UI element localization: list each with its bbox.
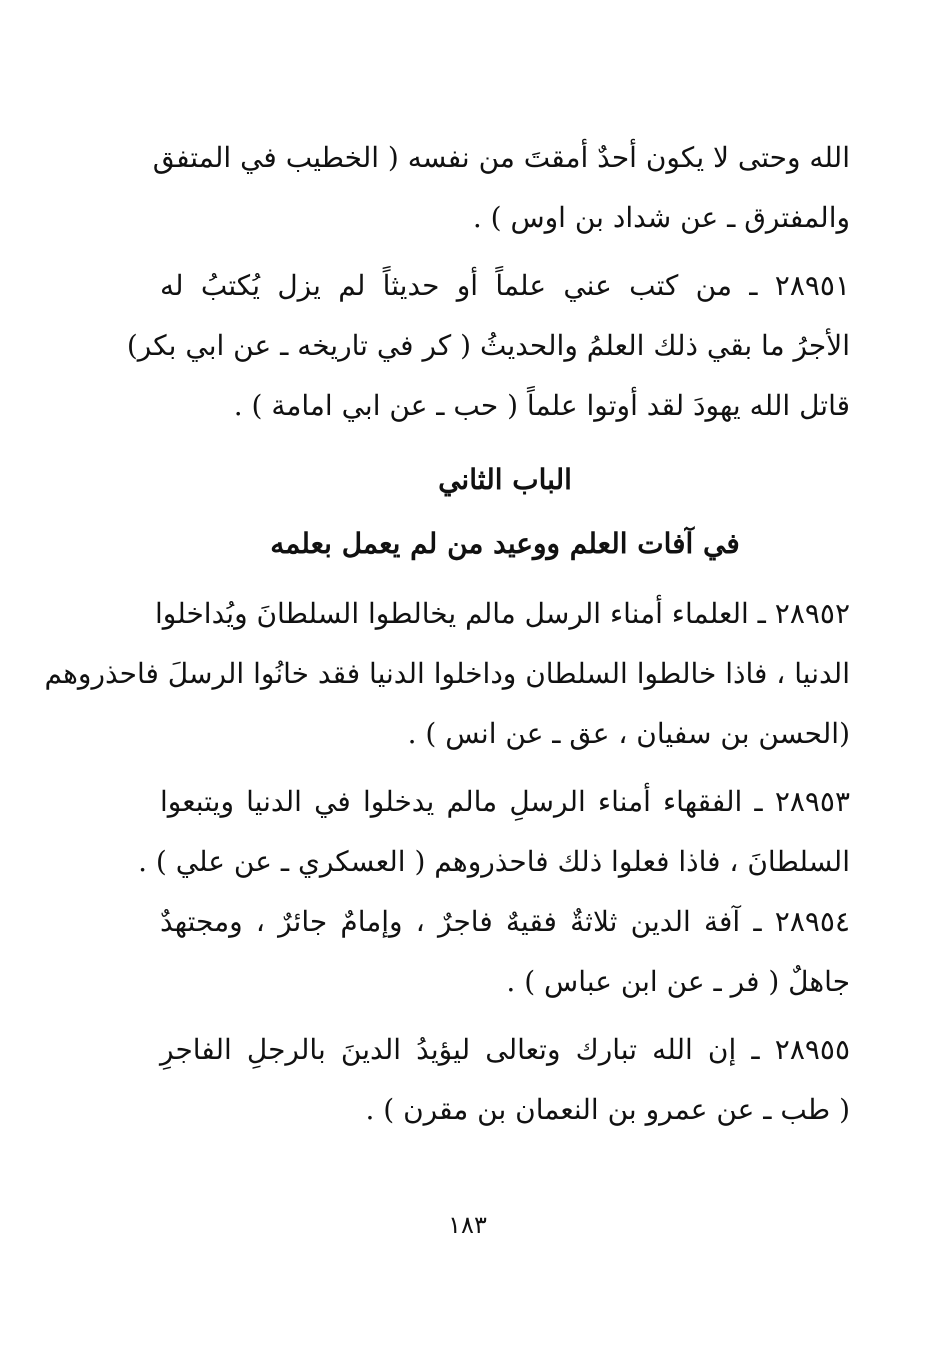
- text-line: الأجرُ ما بقي ذلك العلمُ والحديثُ ( كر في تاريخه ـ عن ابي بكر): [126, 329, 850, 362]
- chapter-subtitle: في آفات العلم ووعيد من لم يعمل بعلمه: [270, 527, 740, 560]
- text-line: ٢٨٩٥٢ ـ العلماء أمناء الرسل مالم يخالطوا السلطانَ ويُداخلوا: [154, 597, 850, 630]
- page-body: [44, 128, 851, 1140]
- text-line: السلطانَ ، فاذا فعلوا ذلك فاحذروهم ( العسكري ـ عن علي ) .: [138, 845, 850, 878]
- text-line: ٢٨٩٥١ ـ من كتب عني علماً أو حديثاً لم يزل يُكتبُ له: [160, 269, 850, 302]
- hadith-28954: [160, 892, 850, 1012]
- text-line: (الحسن بن سفيان ، عق ـ عن انس ) .: [407, 717, 850, 750]
- hadith-28952: [44, 584, 850, 764]
- hadith-28951: [126, 256, 850, 436]
- page-number: ١٨٣: [448, 1211, 487, 1239]
- text-line: ٢٨٩٥٤ ـ آفة الدين ثلاثةٌ فقيهٌ فاجرٌ ، وإمامٌ جائرٌ ، ومجتهدٌ: [160, 905, 850, 938]
- text-line: ٢٨٩٥٥ ـ إن الله تبارك وتعالى ليؤيدُ الدينَ بالرجلِ الفاجرِ: [160, 1033, 850, 1066]
- text-line: والمفترق ـ عن شداد بن اوس ) .: [472, 201, 850, 234]
- text-line: ( طب ـ عن عمرو بن النعمان بن مقرن ) .: [365, 1093, 850, 1126]
- hadith-28953: [138, 772, 851, 892]
- text-line: جاهلٌ ( فر ـ عن ابن عباس ) .: [506, 965, 850, 998]
- text-line: قاتل الله يهودَ لقد أوتوا علماً ( حب ـ عن ابي امامة ) .: [233, 389, 850, 422]
- paragraph-continuation: [152, 128, 850, 248]
- text-line: الله وحتى لا يكون أحدٌ أمقتَ من نفسه ( الخطيب في المتفق: [152, 141, 850, 174]
- text-line: ٢٨٩٥٣ ـ الفقهاء أمناء الرسلِ مالم يدخلوا في الدنيا ويتبعوا: [160, 785, 851, 818]
- hadith-28955: [160, 1020, 850, 1140]
- text-line: الدنيا ، فاذا خالطوا السلطان وداخلوا الدنيا فقد خانُوا الرسلَ فاحذروهم: [44, 657, 850, 690]
- chapter-title: الباب الثاني: [438, 463, 572, 496]
